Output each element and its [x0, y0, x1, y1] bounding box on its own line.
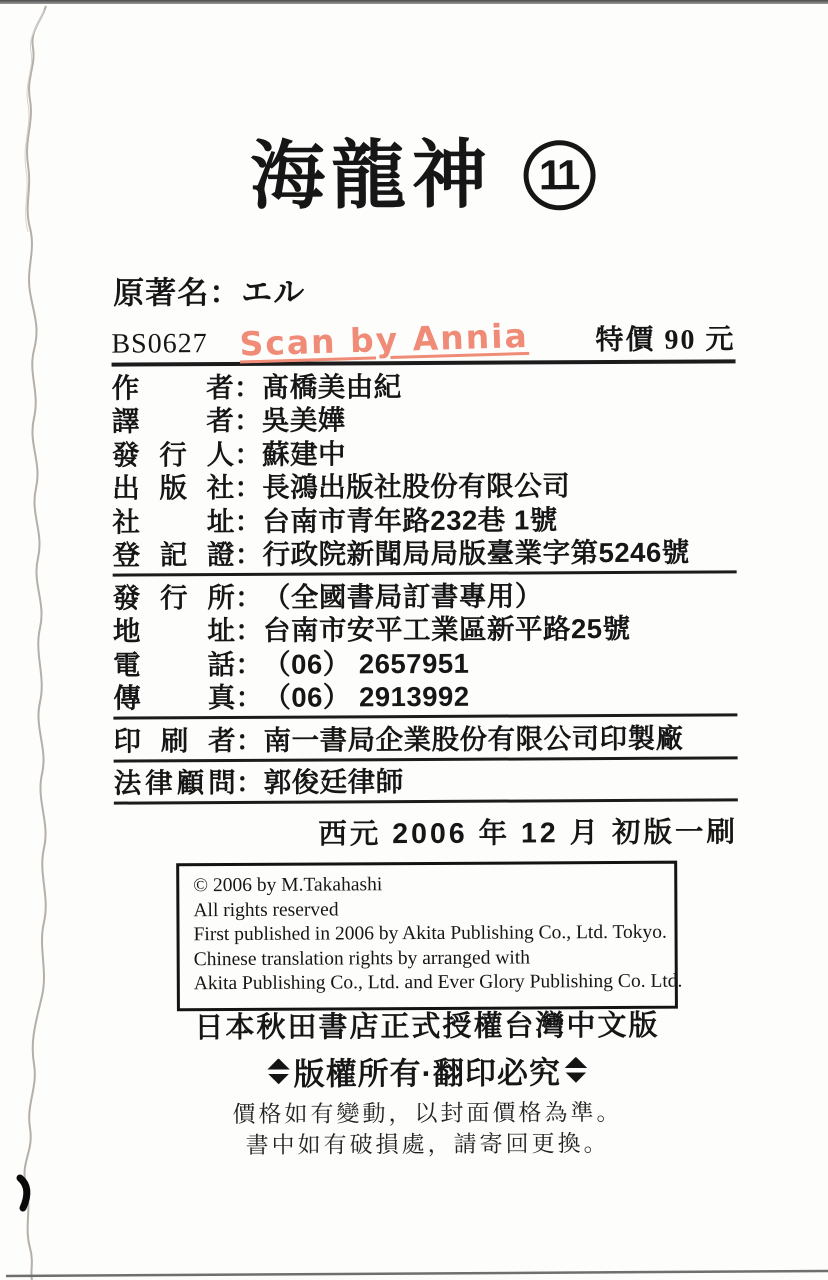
colophon-row-legal-advisor — [114, 761, 738, 798]
colophon-table — [112, 363, 739, 853]
damage-note-line: 書中如有破損處，請寄回更換。 — [245, 1131, 610, 1159]
row-colon: ： — [235, 682, 264, 714]
row-value: 吳美嬅 — [261, 404, 346, 437]
copyright-line: Akita Publishing Co., Ltd. and Ever Glory Publishing Co. Ltd. — [193, 970, 683, 995]
colophon-group-publisher — [112, 363, 737, 576]
row-label: 傳真 — [113, 682, 236, 714]
product-code: BS0627 — [111, 328, 208, 360]
row-value: 南一書局企業股份有限公司印製廠 — [263, 722, 684, 756]
row-label: 出版社 — [112, 472, 235, 504]
scan-bottom-edge-line — [0, 1266, 828, 1280]
ink-mark — [0, 0, 60, 1280]
row-label: 作者 — [111, 371, 234, 404]
original-title-line — [113, 267, 305, 313]
volume-badge: 11 — [523, 140, 595, 210]
row-value: （06） 2657951 — [263, 647, 470, 680]
row-colon: ： — [234, 438, 262, 470]
row-colon: ： — [234, 539, 263, 571]
row-colon: ： — [234, 405, 262, 437]
copyright-line: All rights reserved — [193, 898, 339, 921]
rights-text: 版權所有·翻印必究 — [293, 1055, 562, 1092]
scan-watermark: Scan by Annia — [238, 315, 530, 364]
price-tag: 特價 90 元 — [595, 324, 736, 357]
row-colon: ： — [234, 505, 263, 537]
row-label: 地址 — [112, 615, 236, 647]
price-row — [111, 315, 736, 366]
copyright-line: First published in 2006 by Akita Publishing Co., Ltd. Tokyo. — [193, 921, 667, 946]
row-label: 譯者 — [111, 405, 234, 437]
footer — [115, 1002, 740, 1162]
row-colon: ： — [234, 472, 263, 504]
row-label: 發行人 — [111, 438, 235, 471]
price-note-line: 價格如有變動，以封面價格為準。 — [232, 1099, 623, 1129]
row-label: 社址 — [112, 505, 235, 538]
row-value: 髙橋美由紀 — [261, 370, 402, 403]
row-colon: ： — [234, 581, 263, 613]
colophon-group-printer — [113, 716, 737, 762]
copyright-box — [176, 861, 683, 1011]
row-colon: ： — [235, 615, 263, 647]
row-label: 印刷者 — [113, 724, 236, 757]
diamond-ornament-icon — [563, 1057, 589, 1083]
row-value: 台南市青年路232巷 1號 — [262, 504, 558, 537]
edition-line: 西元 2006 年 12 月 初版一刷 — [318, 816, 739, 851]
rights-line — [115, 1046, 739, 1094]
row-colon: ： — [235, 724, 264, 756]
original-title-colon: ： — [209, 274, 242, 311]
row-value: 台南市安平工業區新平路25號 — [262, 613, 631, 647]
diamond-ornament-icon — [266, 1058, 292, 1084]
row-value: 長鴻出版社股份有限公司 — [262, 470, 571, 504]
colophon-group-legal — [114, 759, 738, 805]
original-title-label: 原著名 — [113, 275, 210, 311]
authorization-line: 日本秋田書店正式授權台灣中文版 — [194, 1009, 660, 1045]
row-value: （06） 2913992 — [263, 681, 470, 714]
original-title-value: エル — [241, 274, 306, 310]
row-value: 行政院新聞局局版臺業字第5246號 — [262, 536, 690, 571]
row-value: 蘇建中 — [261, 438, 347, 470]
book-title: 海龍神 — [249, 132, 494, 218]
row-label: 法律顧問 — [113, 767, 236, 799]
row-colon: ： — [235, 648, 263, 680]
row-colon: ： — [233, 371, 262, 403]
row-value: （全國書局訂書專用） — [262, 580, 543, 613]
colophon-row-printer — [113, 718, 737, 755]
page-content — [110, 0, 741, 1280]
copyright-line: © 2006 by M.Takahashi — [193, 874, 383, 897]
row-value: 郭俊廷律師 — [263, 766, 404, 799]
colophon-row-registration — [112, 533, 736, 570]
row-label: 發行所 — [112, 581, 235, 614]
colophon-row-fax — [113, 676, 737, 713]
title-row — [110, 132, 734, 218]
colophon-group-distributor — [113, 573, 738, 719]
row-label: 電話 — [113, 648, 236, 681]
row-label: 登記證 — [112, 539, 235, 571]
row-colon: ： — [235, 767, 264, 799]
copyright-line: Chinese translation rights by arranged with — [193, 946, 531, 970]
